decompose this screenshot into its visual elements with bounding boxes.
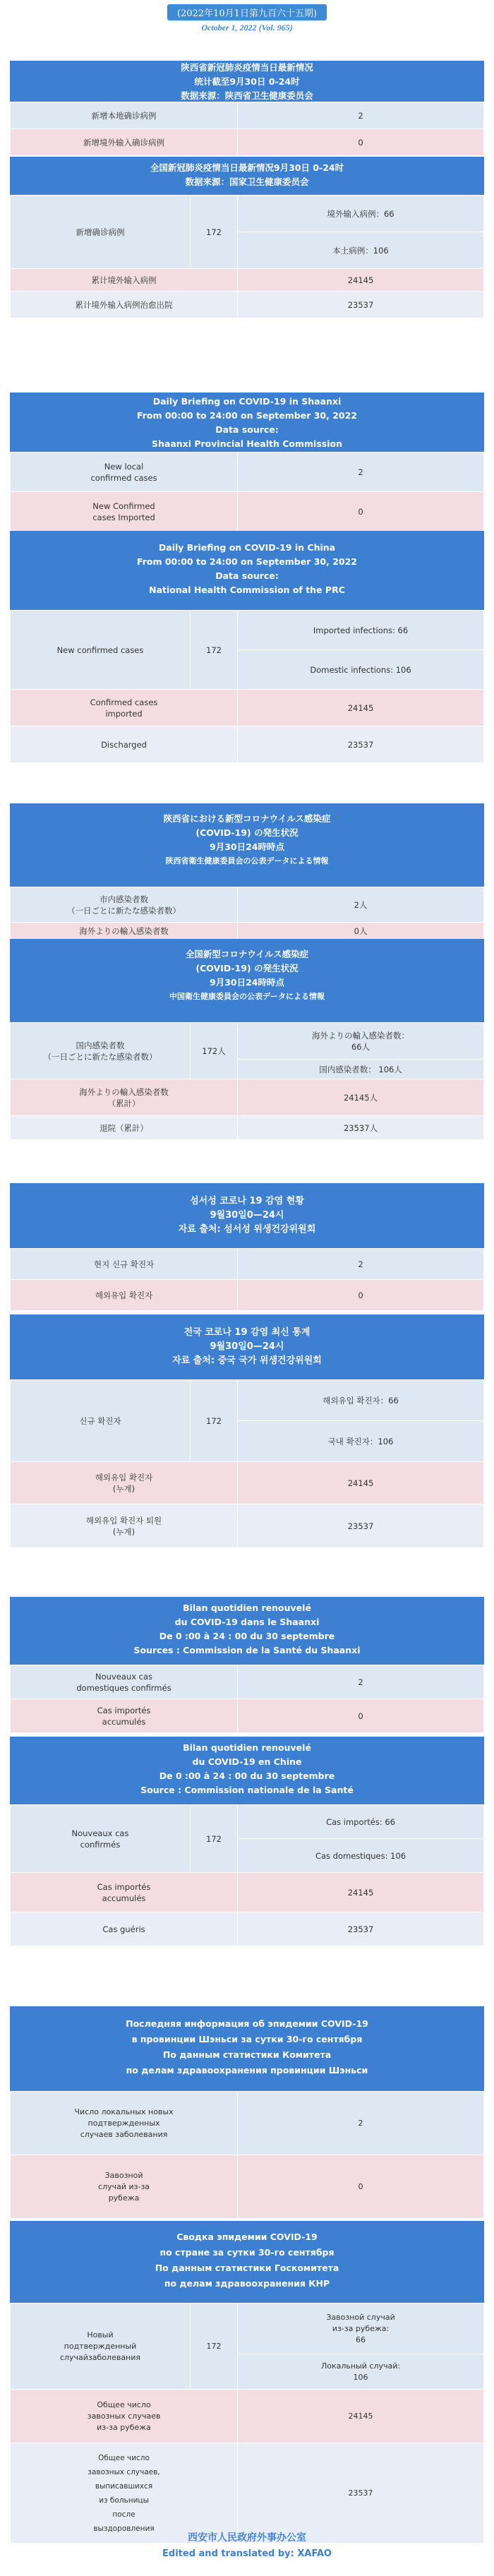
- issue-date: [0, 4, 494, 33]
- kr-shaanxi-header: 섬서성 코로나 19 감염 현황 9월30일0—24시 자료 출처: 섬서성 위생건강위원회: [10, 1183, 484, 1248]
- footer: [0, 2530, 494, 2559]
- jp-china-section: [10, 939, 484, 1140]
- cn-china-section: [10, 157, 484, 318]
- en-china-header: Daily Briefing on COVID-19 in China From 00:00 to 24:00 on September 30, 2022 Data source: National Health Commission of the PRC: [10, 531, 484, 610]
- ru-china-table: Новый подтвержденный случайзаболевания 172 Завозной случай из-за рубежа: 66 Локальный случай: 106 Общее число завозных случаев из-за рубежа 24145 Общее число завозных случаев, выписавшихся из больницы после выздоровления 23537: [10, 2303, 484, 2544]
- fr-china-section: [10, 1737, 484, 1946]
- issue-date-cn: (2022年10月1日第九百六十五期): [167, 4, 327, 20]
- fr-shaanxi-section: [10, 1597, 484, 1733]
- cn-china-table: 新增确诊病例 172 境外输入病例：66 本土病例：106 累计境外输入病例 24145 累计境外输入病例治愈出院 23537: [10, 195, 484, 318]
- en-china-table: New confirmed cases 172 Imported infections: 66 Domestic infections: 106 Confirmed cases imported 24145 Discharged 23537: [10, 610, 484, 763]
- jp-china-table: 国内感染者数 （一日ごとに新たな感染者数） 172人 海外よりの輸入感染者数： 66人 国内感染者数： 106人 海外よりの輸入感染者数 （累計） 24145人 退院（累計） 23537人: [10, 1022, 484, 1140]
- kr-shaanxi-section: [10, 1183, 484, 1311]
- jp-shaanxi-table: 市内感染者数 （一日ごとに新たな感染者数） 2人 海外よりの輸入感染者数 0人: [10, 887, 484, 940]
- issue-date-en: October 1, 2022 (Vol. 965): [201, 23, 293, 32]
- cn-shaanxi-header: 陕西省新冠肺炎疫情当日最新情况 统计截至9月30日 0-24时 数据来源：陕西省卫生健康委员会: [10, 61, 484, 102]
- en-shaanxi-section: [10, 393, 484, 532]
- jp-shaanxi-section: [10, 803, 484, 940]
- en-china-section: [10, 531, 484, 763]
- ru-shaanxi-table: Число локальных новых подтвержденных случаев заболевания 2 Завозной случай из-за рубежа 0: [10, 2091, 484, 2219]
- fr-china-header: Bilan quotidien renouvelé du COVID-19 en Chine De 0 :00 à 24 : 00 du 30 septembre Source : Commission nationale de la Santé: [10, 1737, 484, 1804]
- ru-shaanxi-section: [10, 2006, 484, 2219]
- en-shaanxi-header: Daily Briefing on COVID-19 in Shaanxi From 00:00 to 24:00 on September 30, 2022 Data source: Shaanxi Provincial Health Commission: [10, 393, 484, 452]
- fr-shaanxi-table: Nouveaux cas domestiques confirmés 2 Cas importés accumulés 0: [10, 1665, 484, 1733]
- cn-china-header: 全国新冠肺炎疫情当日最新情况9月30日 0-24时 数据来源：国家卫生健康委员会: [10, 157, 484, 195]
- cn-shaanxi-table: 新增本地确诊病例 2 新增境外输入确诊病例 0: [10, 102, 484, 156]
- ru-china-header: Сводка эпидемии COVID-19 по стране за сутки 30-го сентября По данным статистики Госкомитета по делам здравоохранения КНР: [10, 2221, 484, 2303]
- jp-china-header: 全国新型コロナウイルス感染症 (COVID-19) の発生状況 9月30日24時時点 中国衛生健康委員会の公表データによる情報: [10, 939, 484, 1022]
- kr-shaanxi-table: 현지 신규 확진자 2 해외유입 확진자 0: [10, 1248, 484, 1311]
- fr-shaanxi-header: Bilan quotidien renouvelé du COVID-19 dans le Shaanxi De 0 :00 à 24 : 00 du 30 septembre Sources : Commission de la Santé du Shaanxi: [10, 1597, 484, 1665]
- kr-china-header: 전국 코로나 19 감염 최신 통계 9월30일0—24시 자료 출처: 중국 국가 위생건강위원회: [10, 1314, 484, 1379]
- cn-shaanxi-section: [10, 61, 484, 156]
- fr-china-table: Nouveaux cas confirmés 172 Cas importés: 66 Cas domestiques: 106 Cas importés accumulés 24145 Cas guéris 23537: [10, 1804, 484, 1946]
- en-shaanxi-table: New local confirmed cases 2 New Confirmed cases Imported 0: [10, 452, 484, 532]
- ru-china-section: [10, 2221, 484, 2544]
- kr-china-table: 신규 확진자 172 해외유입 확진자：66 국내 확진자：106 해외유입 확진자 (누계) 24145 해외유입 확진자 퇴원 (누계) 23537: [10, 1379, 484, 1548]
- ru-shaanxi-header: Последняя информация об эпидемии COVID-19 в провинции Шэньси за сутки 30-го сентября По данным статистики Комитета по делам здравоохранения провинции Шэньси: [10, 2006, 484, 2091]
- kr-china-section: [10, 1314, 484, 1548]
- footer-credit: Edited and translated by: XAFAO: [162, 2548, 332, 2559]
- footer-org: 西安市人民政府外事办公室: [188, 2532, 306, 2544]
- jp-shaanxi-header: 陝西省における新型コロナウイルス感染症 (COVID-19) の発生状況 9月30日24時時点 陝西省衛生健康委員会の公表データによる情報: [10, 803, 484, 887]
